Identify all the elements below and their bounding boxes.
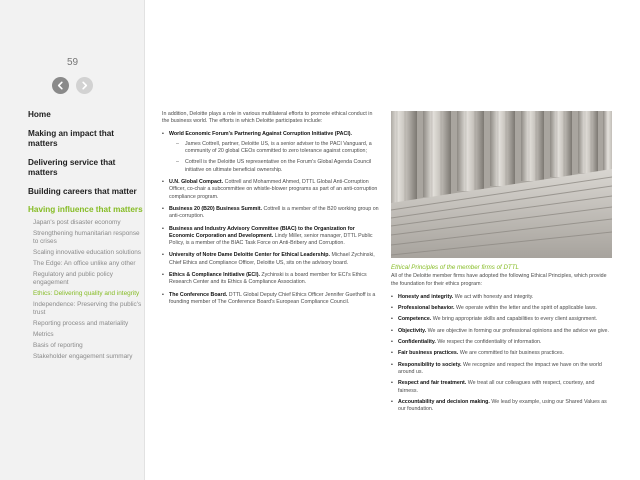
list-item [162, 226, 380, 248]
principle-item [391, 380, 613, 395]
principle-item [391, 316, 613, 323]
list-item-text: Zychinski is a board member for ECI's Ethics Research Center and its Ethics & Compliance Association. [169, 272, 367, 286]
principle-text: We recognize and respect the impact we have on the world around us. [398, 361, 602, 375]
principle-title: Responsibility to society. [398, 361, 462, 368]
sidebar [0, 0, 145, 480]
previous-page-button[interactable] [52, 77, 69, 94]
list-item-title: U.N. Global Compact. [169, 179, 224, 186]
sub-nav-basis[interactable]: Basis of reporting [33, 341, 83, 349]
principle-item [391, 328, 613, 335]
principle-title: Respect and fair treatment. [398, 380, 467, 387]
middle-intro: In addition, Deloitte plays a role in various multilateral efforts to promote ethical conduct in the business world. The efforts in which Deloitte participates include: [162, 111, 373, 125]
nav-having-influence[interactable]: Having influence that matters [28, 205, 143, 214]
list-item [162, 206, 380, 221]
list-item [162, 292, 380, 307]
list-item-text: Cottrell and Mohammed Ahmed, DTTL Global Anti-Corruption Officer, co-chair a subcommittee on whistle-blower programs as part of an anti-corruption compliance program. [169, 179, 378, 200]
list-item-text: Cottrell is a member of the B20 working group on anti-corruption. [169, 205, 379, 220]
section-caption: Ethical Principles of the member firms of DTTL [391, 264, 519, 271]
principle-title: Objectivity. [398, 327, 427, 334]
sub-nav-independence[interactable]: Independence: Preserving the public's trust [33, 300, 142, 316]
principle-title: Confidentiality. [398, 339, 436, 346]
list-item [162, 131, 380, 174]
list-item [162, 179, 380, 201]
sub-nav-the-edge[interactable]: The Edge: An office unlike any other [33, 259, 136, 267]
page-number: 59 [67, 57, 79, 68]
list-item-title: World Economic Forum's Partnering Against Corruption Initiative (PACI). [169, 130, 353, 137]
next-page-button[interactable] [76, 77, 93, 94]
principle-text: We treat all our colleagues with respect, courtesy, and fairness. [398, 380, 595, 394]
principle-item [391, 294, 613, 301]
principle-title: Competence. [398, 316, 432, 323]
principle-item [391, 362, 613, 377]
sub-nav-humanitarian[interactable]: Strengthening humanitarian response to crises [33, 229, 140, 245]
sub-nav-japan[interactable]: Japan's post disaster economy [33, 218, 121, 226]
nav-making-an-impact[interactable]: Making an impact that matters [28, 128, 114, 148]
stone-columns-photo [391, 111, 612, 258]
right-column [391, 264, 613, 417]
sub-nav-reporting[interactable]: Reporting process and materiality [33, 319, 129, 327]
list-item-text: Lindy Miller, senior manager, DTTL Public Policy, is a member of the BIAC Task Force on Anti-Bribery and Corruption. [169, 232, 373, 247]
principle-title: Accountability and decision making. [398, 398, 490, 405]
sub-nav-regulatory[interactable]: Regulatory and public policy engagement [33, 270, 113, 286]
sub-nav-stakeholder[interactable]: Stakeholder engagement summary [33, 352, 133, 360]
sub-nav-ethics[interactable]: Ethics: Delivering quality and integrity [33, 289, 140, 297]
principle-item [391, 305, 613, 312]
list-item-text: DTTL Global Deputy Chief Ethics Officer Jennifer Guethoff is a founding member of The Conference Board's European Compliance Council. [169, 291, 376, 305]
list-item-title: Business 20 (B20) Business Summit. [169, 205, 263, 212]
principle-text: We lead by example, using our Shared Values as our foundation. [398, 398, 607, 413]
list-item-title: University of Notre Dame Deloitte Center for Ethical Leadership. [169, 252, 331, 259]
right-intro: All of the Deloitte member firms have adopted the following Ethical Principles, which provide the foundation for their ethics program: [391, 273, 607, 287]
principle-text: We are committed to fair business practices. [458, 350, 564, 357]
principle-title: Honesty and integrity. [398, 293, 454, 300]
principle-text: We bring appropriate skills and capabilities to every client assignment. [431, 316, 598, 323]
sub-list-item: – James Cottrell, partner, Deloitte US, is a senior adviser to the PACI Vanguard, a community of 20 global CEOs committed to zero tolerance against corruption; [169, 141, 380, 156]
principle-title: Professional behavior. [398, 305, 455, 312]
list-item-title: The Conference Board. [169, 291, 228, 298]
list-item [162, 252, 380, 267]
principle-item [391, 350, 613, 357]
nav-delivering-service[interactable]: Delivering service that matters [28, 157, 116, 177]
principle-text: We operate within the letter and the spirit of applicable laws. [454, 305, 597, 312]
sub-list-item: – Cottrell is the Deloitte US representative on the Forum's Global Agenda Council initiative on ultimate beneficial ownership. [169, 159, 380, 174]
principle-text: We act with honesty and integrity. [453, 293, 534, 300]
principle-text: We respect the confidentiality of information. [435, 339, 542, 346]
columns-illustration [391, 111, 612, 258]
principle-item [391, 399, 613, 414]
list-item-title: Business and Industry Advisory Committee (BIAC) to the Organization for Economic Corporation and Development. [169, 225, 355, 239]
chevron-left-icon [56, 81, 65, 90]
nav-home[interactable]: Home [28, 110, 51, 119]
sub-nav-metrics[interactable]: Metrics [33, 330, 54, 338]
sidebar-nav [28, 110, 143, 364]
nav-building-careers[interactable]: Building careers that matter [28, 186, 137, 196]
principle-item [391, 339, 613, 346]
chevron-right-icon [80, 81, 89, 90]
principle-text: We are objective in forming our professional opinions and the advice we give. [426, 327, 609, 334]
principle-title: Fair business practices. [398, 350, 459, 357]
list-item [162, 272, 380, 287]
list-item-title: Ethics & Compliance Initiative (ECI). [169, 272, 260, 279]
middle-column [162, 111, 380, 311]
list-item-text: Michael Zychinski, Chief Ethics and Compliance Officer, Deloitte US, sits on the advisory board. [169, 252, 375, 266]
sub-nav-education[interactable]: Scaling innovative education solutions [33, 248, 142, 256]
